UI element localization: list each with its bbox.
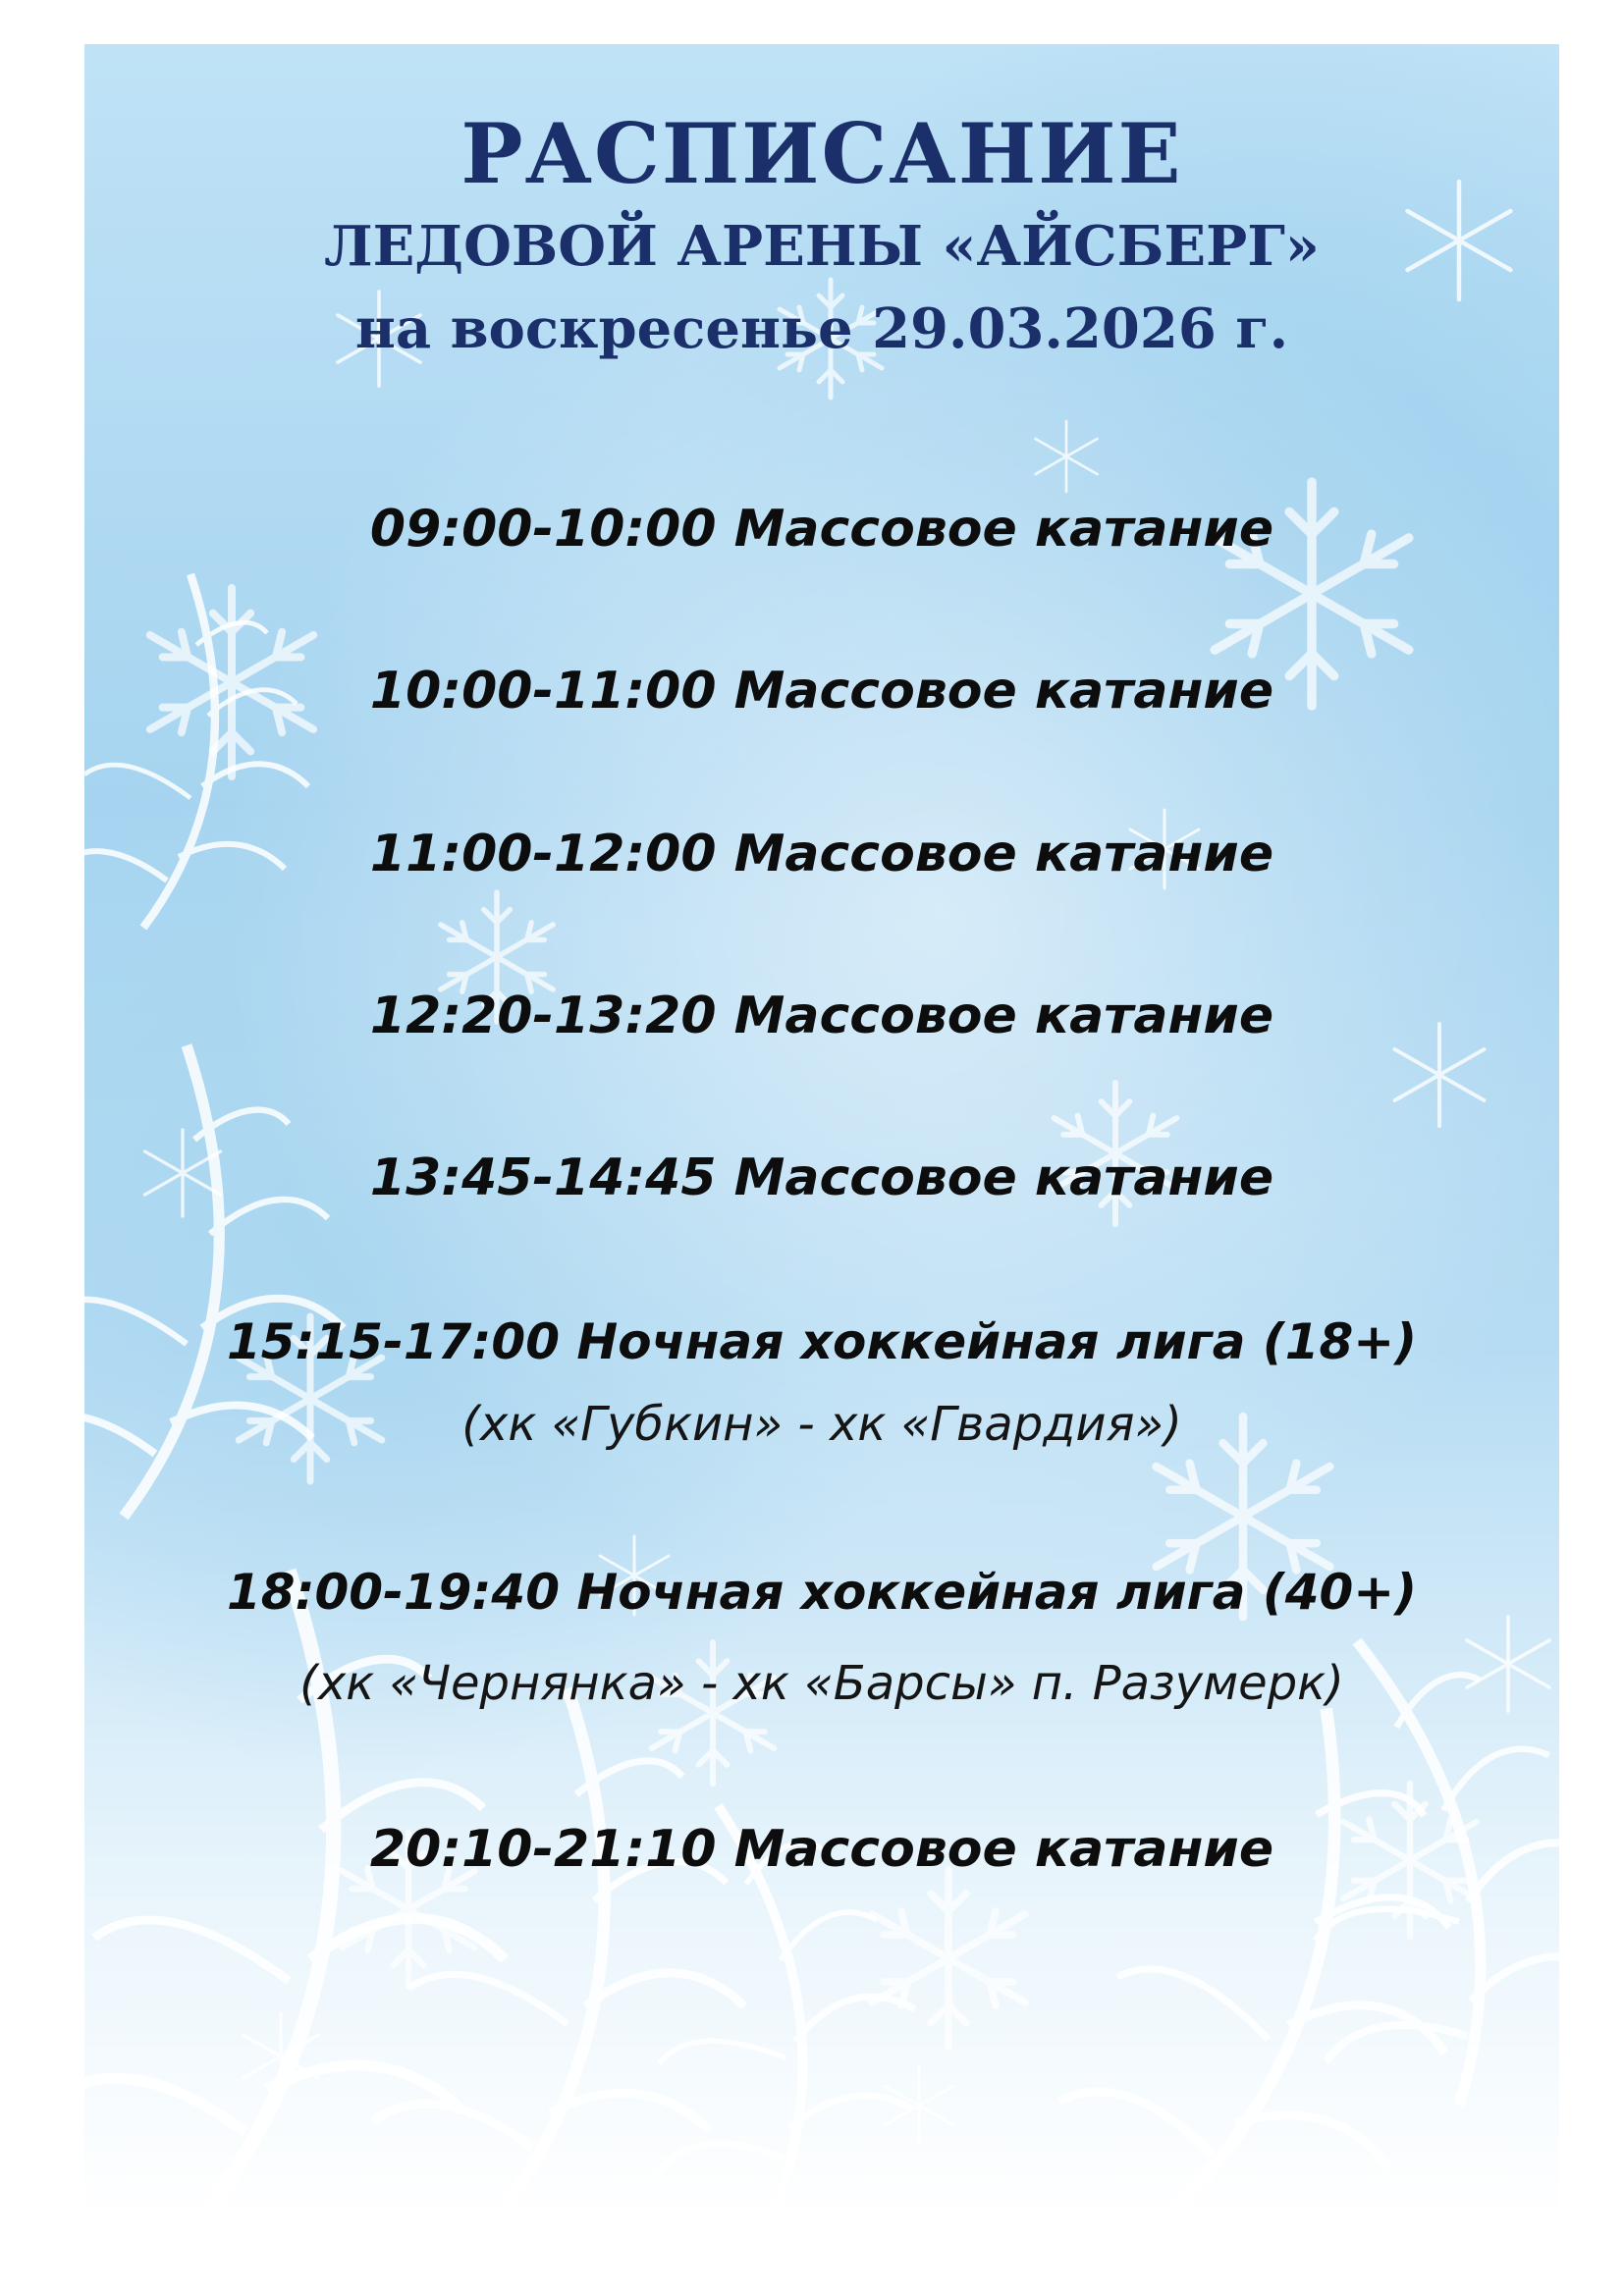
- schedule-item: 15:15-17:00 Ночная хоккейная лига (18+): [226, 1313, 1418, 1370]
- schedule-poster: [84, 44, 1559, 2218]
- schedule-item: 13:45-14:45 Массовое катание: [369, 1148, 1274, 1207]
- schedule-item: 12:20-13:20 Массовое катание: [369, 987, 1274, 1045]
- match-teams: (хк «Губкин» - хк «Гвардия»): [461, 1397, 1182, 1452]
- schedule-item: 10:00-11:00 Массовое катание: [369, 662, 1274, 721]
- snowflake-background: [84, 44, 1559, 2218]
- schedule-item: 20:10-21:10 Массовое катание: [369, 1820, 1274, 1879]
- schedule-item: 11:00-12:00 Массовое катание: [369, 825, 1274, 883]
- schedule-item: 18:00-19:40 Ночная хоккейная лига (40+): [226, 1564, 1418, 1621]
- poster-header: [84, 103, 1559, 370]
- schedule-date: на воскресенье 29.03.2026 г.: [354, 296, 1289, 361]
- schedule-item: 09:00-10:00 Массовое катание: [369, 500, 1274, 559]
- match-teams: (хк «Чернянка» - хк «Барсы» п. Разумерк): [299, 1656, 1344, 1711]
- arena-name: ЛЕДОВОЙ АРЕНЫ «АЙСБЕРГ»: [324, 214, 1320, 279]
- page-title: РАСПИСАНИЕ: [460, 105, 1183, 202]
